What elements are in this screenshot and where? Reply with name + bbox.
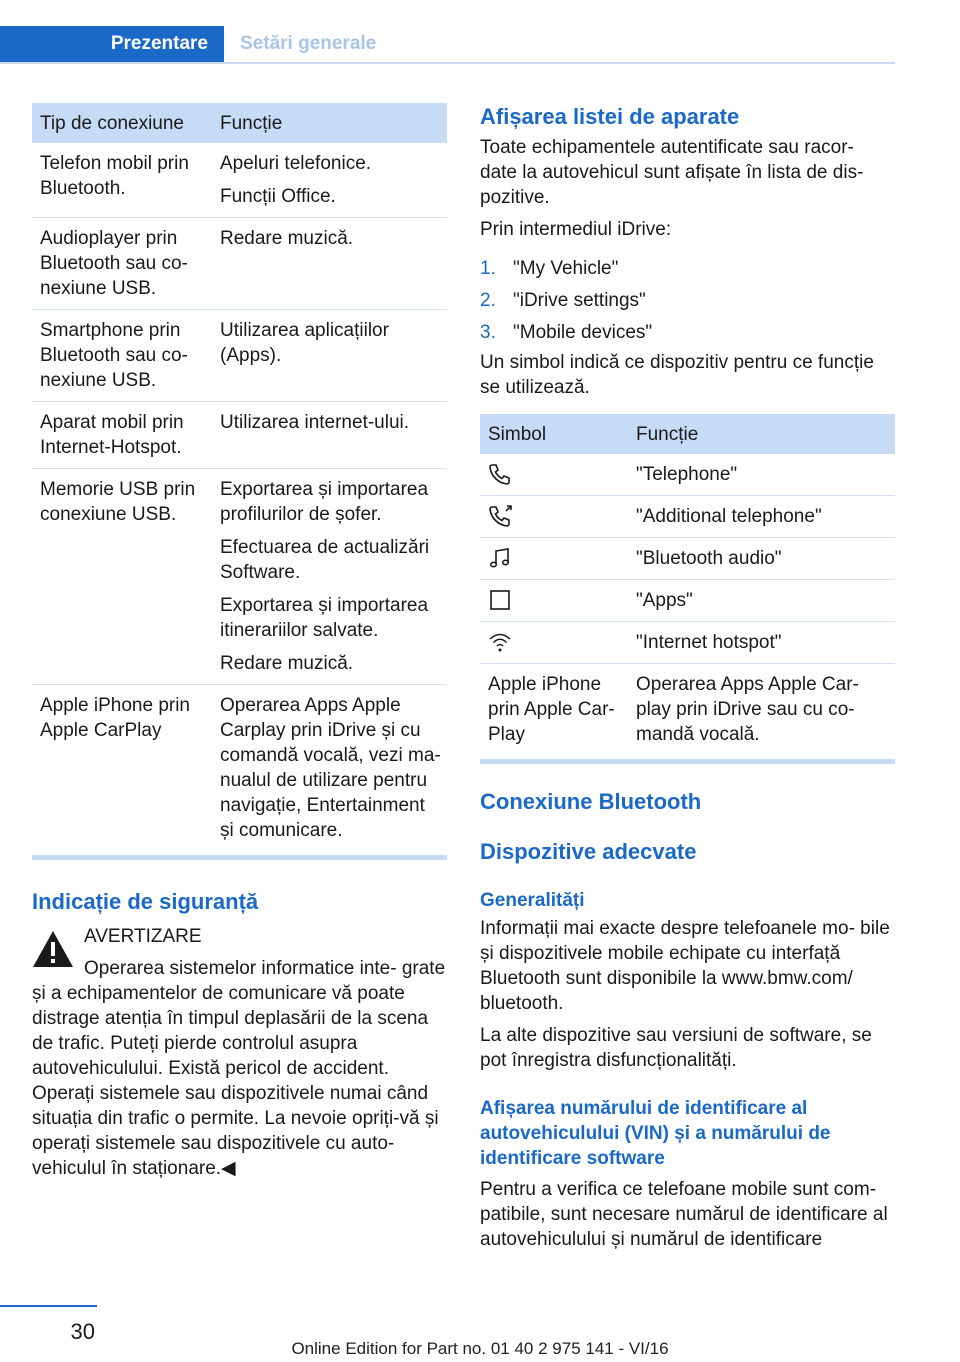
warning-triangle-icon — [32, 930, 74, 968]
col-header-symbol: Simbol — [480, 414, 628, 454]
table-row — [480, 496, 895, 538]
device-list-via: Prin intermediul iDrive: — [480, 219, 672, 240]
steps-list — [480, 256, 895, 345]
col-header-function: Funcție — [212, 103, 447, 143]
table-row — [480, 622, 895, 664]
table-header-row — [480, 414, 895, 454]
device-list-heading: Afișarea listei de aparate — [480, 104, 740, 129]
function-cell — [212, 469, 447, 685]
device-list-intro: Toate echipamentele autentificate sau racor‐ date la autovehicul sunt afișate în lista de dis‐ pozitive. — [480, 137, 864, 208]
page-number: 30 — [0, 1305, 97, 1345]
function-cell — [212, 143, 447, 218]
table-row — [32, 143, 447, 218]
table-row — [480, 538, 895, 580]
function-cell: Operarea Apps Apple Car‐ play prin iDrive sau cu co‐ mandă vocală. — [628, 664, 895, 762]
function-text: Utilizarea aplicațiilor (Apps). — [220, 320, 389, 366]
step-text: "iDrive settings" — [513, 290, 646, 311]
step-number: 3. — [480, 322, 496, 343]
symbol-cell — [480, 538, 628, 580]
table-row — [480, 664, 895, 762]
function-cell: "Bluetooth audio" — [628, 538, 895, 580]
connection-type-cell: Telefon mobil prin Bluetooth. — [32, 143, 212, 218]
function-text: Apeluri telefonice. — [220, 153, 372, 174]
music-note-icon — [488, 546, 512, 570]
vin-text: Pentru a verifica ce telefoane mobile sunt com‐ patibile, sunt necesare numărul de identificare al autovehiculului și numărul de identificare — [480, 1179, 888, 1250]
table-row — [32, 685, 447, 858]
function-cell — [212, 218, 447, 310]
function-cell — [212, 402, 447, 469]
function-text: Funcții Office. — [220, 186, 336, 207]
suitable-devices-heading: Dispozitive adecvate — [480, 839, 697, 864]
symbol-cell — [480, 622, 628, 664]
function-text: Exportarea și importarea itinerariilor salvate. — [220, 595, 429, 641]
device-list-after: Un simbol indică ce dispozitiv pentru ce funcție se utilizează. — [480, 352, 874, 398]
safety-heading: Indicație de siguranță — [32, 889, 259, 914]
function-text: Redare muzică. — [220, 228, 354, 249]
telephone-icon — [488, 462, 512, 486]
symbol-cell — [480, 454, 628, 496]
step-number: 2. — [480, 290, 496, 311]
connection-type-cell: Apple iPhone prin Apple CarPlay — [32, 685, 212, 858]
right-column — [480, 103, 895, 1252]
table-row — [32, 310, 447, 402]
general-text: Informații mai exacte despre telefoanele mo‐ bile și dispozitivele mobile echipate cu interfață Bluetooth sunt disponibile la www.bmw.com/ bluetooth. — [480, 918, 890, 1014]
additional-telephone-icon — [488, 504, 514, 528]
function-cell: "Internet hotspot" — [628, 622, 895, 664]
function-text: Redare muzică. — [220, 653, 354, 674]
connection-type-cell: Smartphone prin Bluetooth sau co‐ nexiune USB. — [32, 310, 212, 402]
connection-type-cell: Audioplayer prin Bluetooth sau co‐ nexiune USB. — [32, 218, 212, 310]
function-cell: "Apps" — [628, 580, 895, 622]
warning-text: Operarea sistemelor informatice inte‐ grate și a echipamentelor de comunicare vă poate distrage atenția în timpul deplasării de la scena de trafic. Puteți pierde controlul asupra autovehiculului. Există pericol de accident. Operați sistemele sau dispozitivele numai când situația din trafic o permite. La nevoie opriți-vă și operați sistemele sau dispozitivele cu auto‐ vehiculul în staționare.◀ — [32, 958, 446, 1179]
symbol-cell — [480, 580, 628, 622]
bluetooth-heading: Conexiune Bluetooth — [480, 789, 702, 814]
warning-block — [32, 924, 447, 1181]
table-row — [480, 454, 895, 496]
table-row — [480, 580, 895, 622]
connection-type-cell: Memorie USB prin conexiune USB. — [32, 469, 212, 685]
left-column — [32, 103, 447, 1181]
function-text: Utilizarea internet-ului. — [220, 412, 410, 433]
table-row — [32, 218, 447, 310]
symbol-table — [480, 414, 895, 764]
table-header-row — [32, 103, 447, 143]
function-text: Operarea Apps Apple Carplay prin iDrive și cu comandă vocală, vezi ma‐ nualul de utilizare pentru navigație, Entertainment și comunicare. — [220, 695, 441, 841]
function-cell — [212, 685, 447, 858]
footer-edition: Online Edition for Part no. 01 40 2 975 141 - VI/16 — [291, 1339, 669, 1358]
function-cell — [212, 310, 447, 402]
step-text: "My Vehicle" — [513, 258, 619, 279]
step-text: "Mobile devices" — [513, 322, 653, 343]
safety-section — [32, 888, 447, 1181]
vin-heading: Afișarea numărului de identificare al autovehiculului (VIN) și a numărului de identificare software — [480, 1098, 831, 1169]
function-cell: "Additional telephone" — [628, 496, 895, 538]
table-row — [32, 469, 447, 685]
step-number: 1. — [480, 258, 496, 279]
symbol-cell: Apple iPhone prin Apple Car‐ Play — [480, 664, 628, 762]
warning-title: AVERTIZARE — [84, 926, 202, 947]
tab-prezentare[interactable]: Prezentare — [0, 26, 224, 62]
symbol-cell — [480, 496, 628, 538]
connection-table — [32, 103, 447, 860]
col-header-connection-type: Tip de conexiune — [32, 103, 212, 143]
tab-setari-generale[interactable]: Setări generale — [240, 33, 377, 54]
col-header-function: Funcție — [628, 414, 895, 454]
function-text: Efectuarea de actualizări Software. — [220, 537, 430, 583]
list-item — [480, 288, 895, 313]
page-header — [0, 26, 895, 64]
apps-square-icon — [488, 588, 512, 612]
function-cell: "Telephone" — [628, 454, 895, 496]
wifi-icon — [488, 630, 512, 654]
list-item — [480, 256, 895, 281]
table-row — [32, 402, 447, 469]
other-devices-text: La alte dispozitive sau versiuni de software, se pot înregistra disfuncționalități. — [480, 1025, 872, 1071]
list-item — [480, 320, 895, 345]
general-heading: Generalități — [480, 890, 585, 911]
connection-type-cell: Aparat mobil prin Internet-Hotspot. — [32, 402, 212, 469]
function-text: Exportarea și importarea profilurilor de șofer. — [220, 479, 429, 525]
